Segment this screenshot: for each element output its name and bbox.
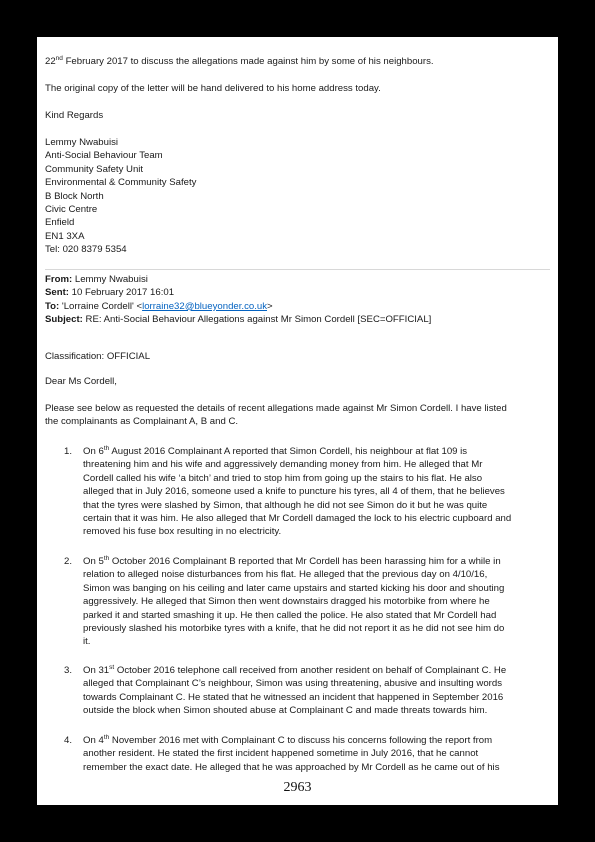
- list-number: 2.: [64, 556, 73, 567]
- list-item-text: On 5th October 2016 Complainant B reported that Mr Cordell has been harassing him for a while in relation to alleged noise disturbances from his flat. He alleged that the previous day on 4/10/16, Simon was banging on his ceiling and later came upstairs and started kicking his door and shouting aggressively. He alleged that Simon then went downstairs dragged his motorbike from where he parked it and started smashing it up. He then called the police. He also stated that Mr Cordell had previously slashed his motorbike tyres with a knife, that he did not report it as he did not see him do it.: [83, 555, 505, 648]
- list-item-text: On 4th November 2016 met with Complainant C to discuss his concerns following the report from another resident. He stated the first incident happened sometime in July 2016, that he cannot remember the exact date. He alleged that he was approached by Mr Cordell as he came out of his: [83, 734, 500, 773]
- email-header: [45, 273, 552, 327]
- email-link[interactable]: lorraine32@blueyonder.co.uk: [142, 300, 268, 312]
- signature-phone: Tel: 020 8379 5354: [45, 244, 127, 256]
- list-number: 3.: [64, 665, 73, 676]
- signature-block: [45, 136, 552, 257]
- page-number: 2963: [283, 780, 312, 795]
- closing: Kind Regards: [45, 110, 104, 121]
- list-item-text: On 31st October 2016 telephone call received from another resident on behalf of Complainant C. He alleged that Complainant C’s neighbour, Simon was using threatening, abusive and insulting words towards Complainant C. He stated that he witnessed an incident that happened in September 2016 outside the block when Simon shouted abuse at Complainant C and made threats towards him.: [83, 664, 507, 717]
- document-page: [37, 37, 558, 805]
- from-line: From: Lemmy Nwabuisi: [45, 274, 148, 285]
- sent-line: Sent: 10 February 2017 16:01: [45, 287, 175, 299]
- list-number: 4.: [64, 735, 73, 746]
- signature-line: EN1 3XA: [45, 230, 85, 242]
- signature-line: Anti-Social Behaviour Team: [45, 150, 163, 162]
- signature-line: Enfield: [45, 217, 75, 229]
- signature-line: Environmental & Community Safety: [45, 177, 197, 189]
- greeting: Dear Ms Cordell,: [45, 376, 117, 387]
- classification: Classification: OFFICIAL: [45, 351, 151, 362]
- signature-name: Lemmy Nwabuisi: [45, 137, 119, 148]
- list-item-text: On 6th August 2016 Complainant A reported that Simon Cordell, his neighbour at flat 109 is threatening him and his wife and aggressively demanding money from him. He alleged that Mr Cordell called his wife ‘a bitch’ and tried to stop him from going up the stairs to his flat. He also alleged that in July 2016, someone used a knife to puncture his tyres, all 4 of them, that he believes that the tyres were slashed by Simon, that although he did not see Simon do it but he was quite certain that it was him. He also alleged that Mr Cordell damaged the lock to his electric cupboard and removed his fuse box resulting in no electricity.: [83, 445, 512, 538]
- letter-line: The original copy of the letter will be hand delivered to his home address today.: [45, 83, 381, 94]
- list-number: 1.: [64, 446, 73, 457]
- divider: [45, 269, 550, 270]
- intro-paragraph: Please see below as requested the details of recent allegations made against Mr Simon Cordell. I have listed the complainants as Complainant A, B and C.: [45, 403, 507, 428]
- signature-line: Civic Centre: [45, 204, 98, 216]
- signature-line: B Block North: [45, 190, 104, 202]
- signature-line: Community Safety Unit: [45, 163, 144, 175]
- letter-line: 22nd February 2017 to discuss the allegations made against him by some of his neighbours.: [45, 55, 434, 67]
- subject-line: Subject: RE: Anti-Social Behaviour Allegations against Mr Simon Cordell [SEC=OFFICIAL]: [45, 314, 432, 326]
- to-line: To: 'Lorraine Cordell' <lorraine32@blueyonder.co.uk>: [45, 300, 273, 312]
